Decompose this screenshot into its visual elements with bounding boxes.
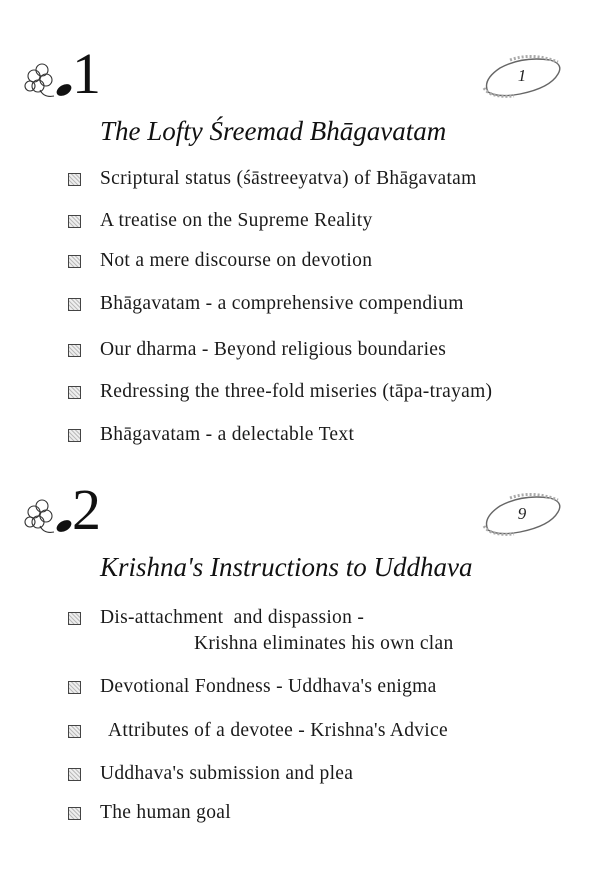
- page-number-badge: [480, 490, 564, 540]
- checkbox-square-icon: [68, 429, 81, 442]
- checkbox-square-icon: [68, 255, 81, 268]
- chapter-2-heading: [20, 477, 140, 548]
- page-number: 9: [517, 504, 527, 523]
- checkbox-square-icon: [68, 215, 81, 228]
- checkbox-square-icon: [68, 344, 81, 357]
- checkbox-square-icon: [68, 173, 81, 186]
- checkbox-square-icon: [68, 807, 81, 820]
- chapter-1-heading: [20, 41, 140, 112]
- flower-flourish-icon: [20, 60, 76, 104]
- checkbox-square-icon: [68, 298, 81, 311]
- checkbox-square-icon: [68, 725, 81, 738]
- flower-flourish-icon: [20, 496, 76, 540]
- page-number-badge: [480, 52, 564, 102]
- checkbox-square-icon: [68, 386, 81, 399]
- chapter-number: 1: [72, 41, 101, 106]
- checkbox-square-icon: [68, 612, 81, 625]
- checkbox-square-icon: [68, 681, 81, 694]
- chapter-1-title: The Lofty Śreemad Bhāgavatam: [100, 116, 447, 146]
- checkbox-square-icon: [68, 768, 81, 781]
- chapter-2-title: Krishna's Instructions to Uddhava: [100, 552, 473, 582]
- chapter-number: 2: [72, 477, 101, 542]
- page-number: 1: [517, 66, 527, 85]
